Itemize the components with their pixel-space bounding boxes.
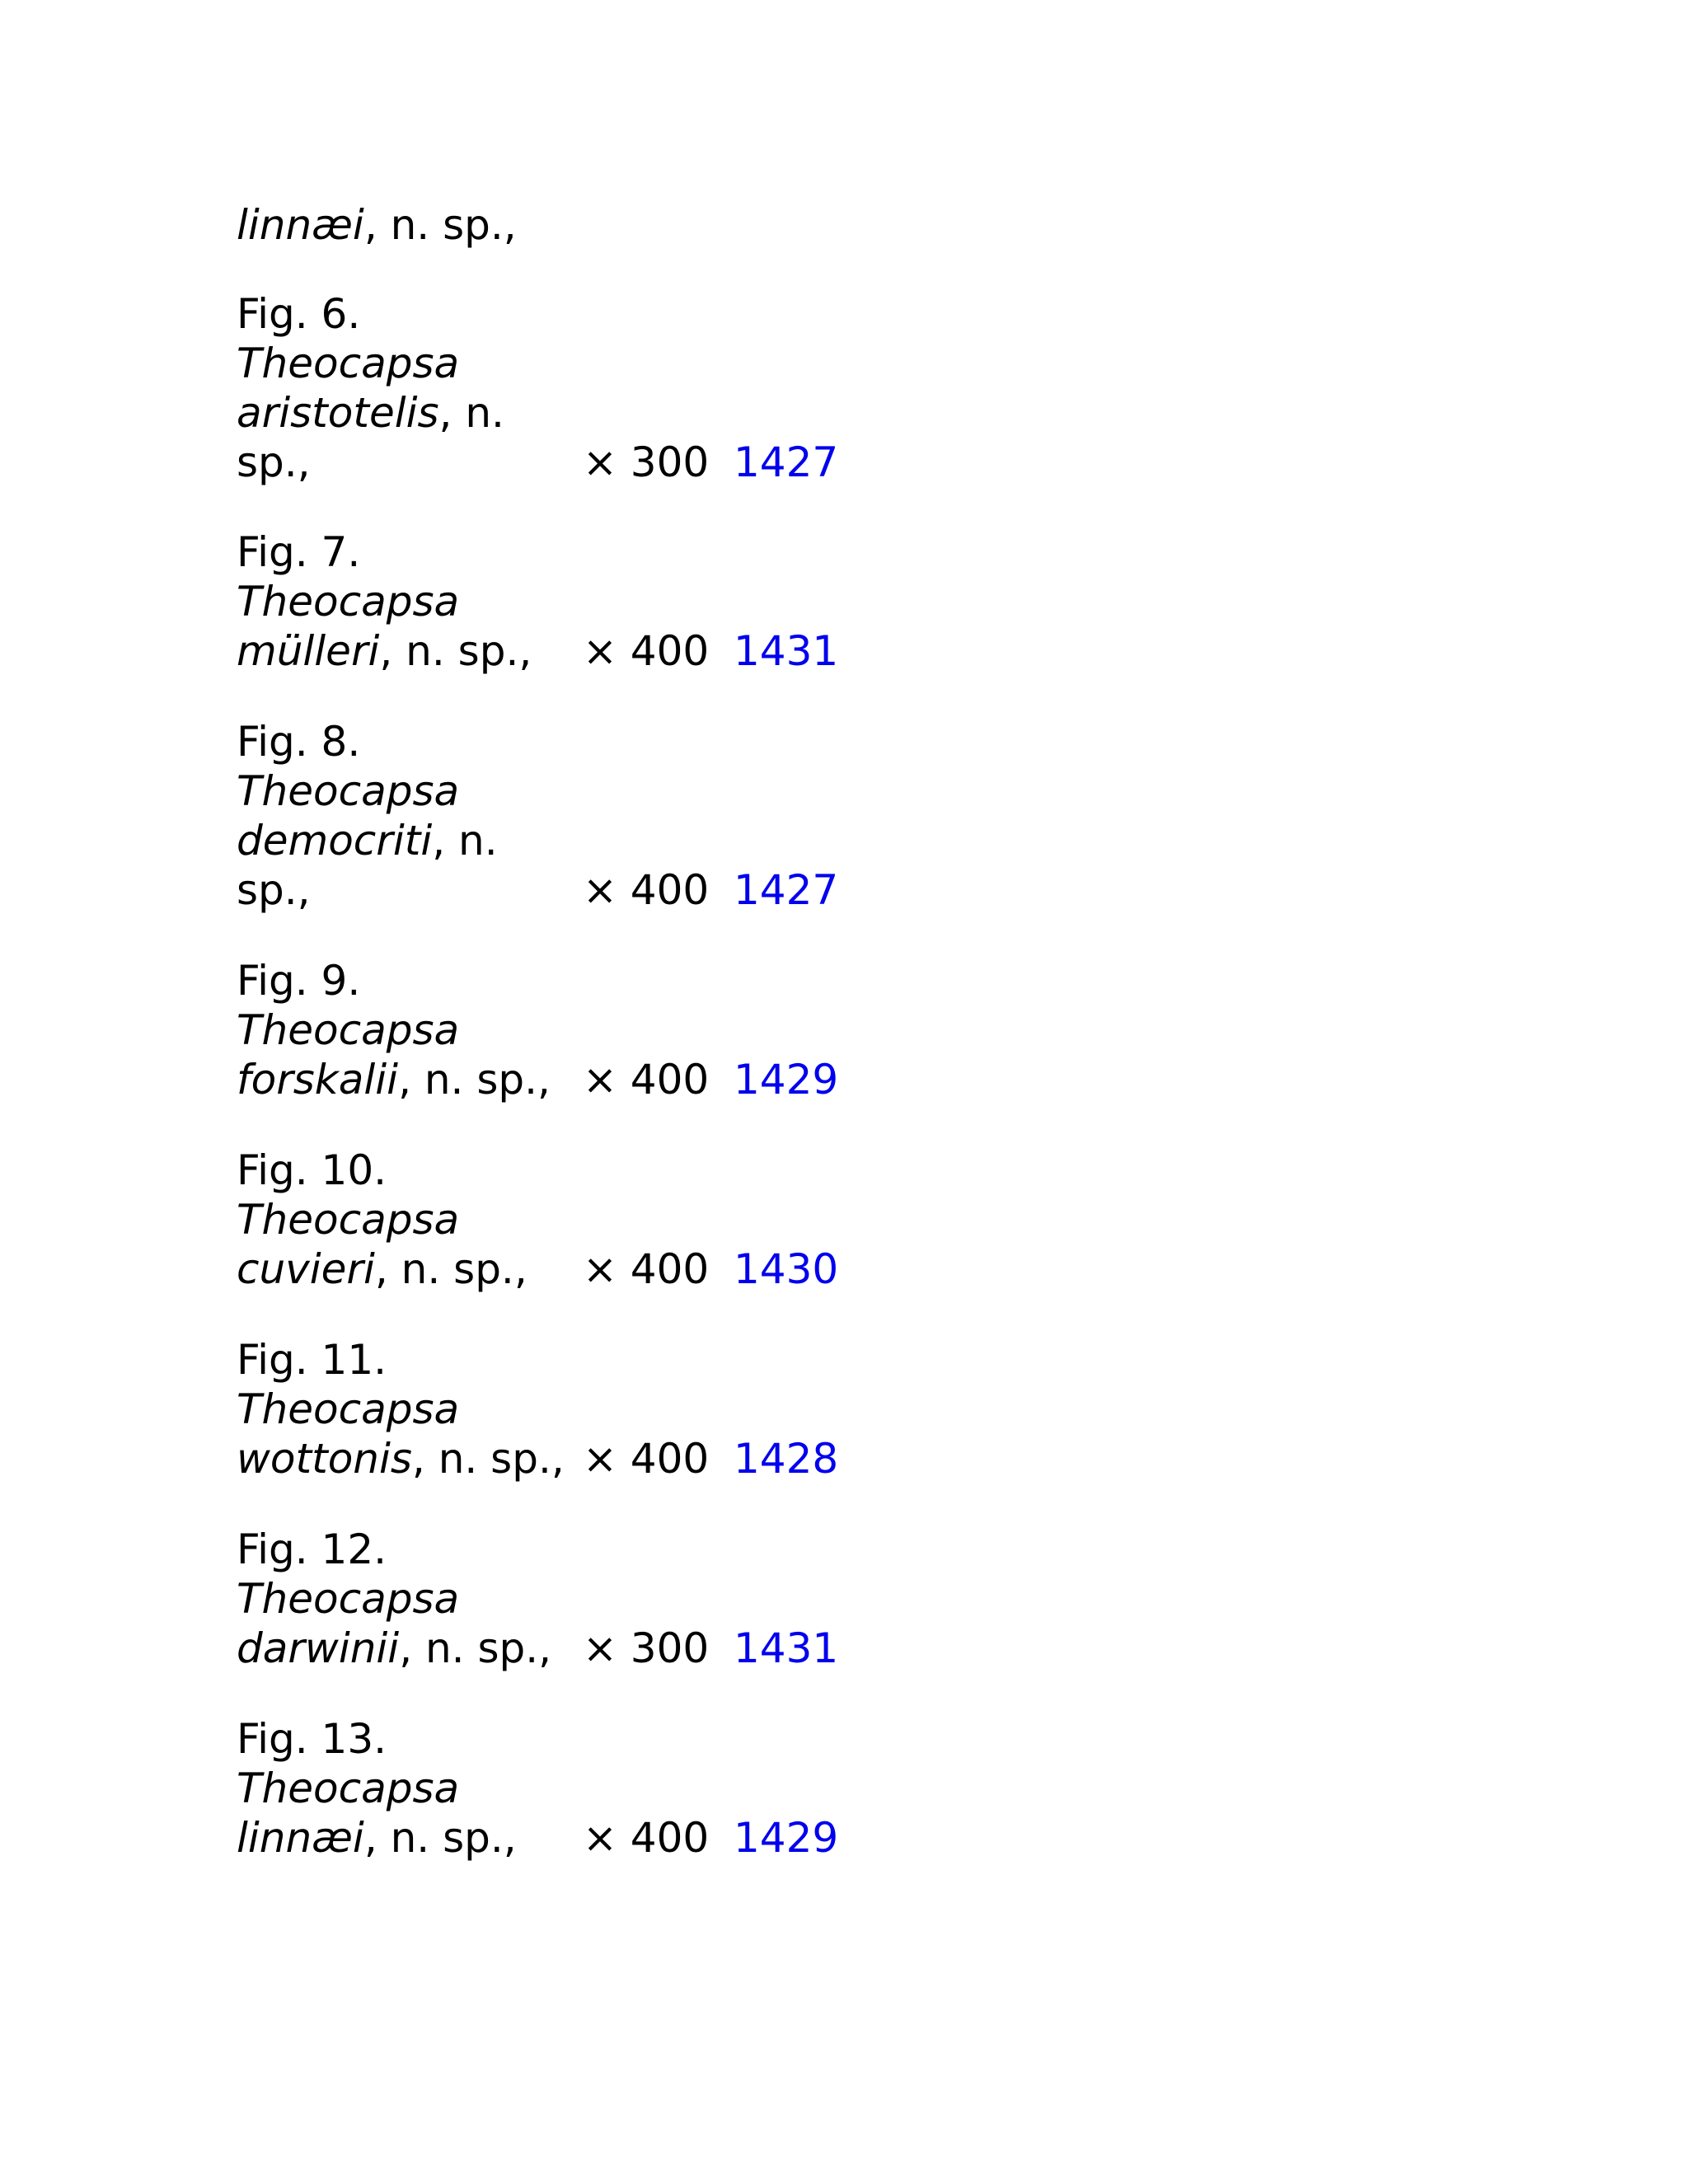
entry-fig-11 xyxy=(237,1335,863,1483)
fig-label: Fig. 11. xyxy=(237,1336,387,1384)
fig-label: Fig. 10. xyxy=(237,1146,387,1194)
fig-label: Fig. 13. xyxy=(237,1715,387,1763)
species-suffix: , n. sp., xyxy=(398,1056,551,1104)
entry-name-line xyxy=(237,816,863,865)
entry-fig-7 xyxy=(237,527,863,676)
species-name: forskalii xyxy=(237,1056,399,1104)
page-link[interactable]: 1427 xyxy=(734,866,839,914)
species-suffix: , n. sp., xyxy=(411,1435,565,1483)
genus-text: Theocapsa xyxy=(237,1196,460,1244)
fig-label: Fig. 12. xyxy=(237,1526,387,1573)
species-name: linnæi xyxy=(237,1814,364,1862)
entry-name-line xyxy=(237,626,863,676)
genus-name xyxy=(237,1005,863,1055)
fig-label: Fig. 7. xyxy=(237,528,361,576)
page-link[interactable]: 1430 xyxy=(734,1245,839,1293)
entry-name-line xyxy=(237,1813,863,1863)
magnification: × 400 xyxy=(583,1435,710,1483)
entry-detail-line xyxy=(237,438,863,487)
species-suffix-cont: sp., xyxy=(237,866,311,914)
genus-name xyxy=(237,1574,863,1624)
species-suffix: , n. sp., xyxy=(379,627,532,675)
species-suffix: , n. sp., xyxy=(363,1814,517,1862)
entry-name-line xyxy=(237,1055,863,1104)
entry-name-line xyxy=(237,1624,863,1673)
species-name: wottonis xyxy=(237,1435,412,1483)
species-suffix: , n. sp., xyxy=(399,1624,552,1672)
entry-fig-10 xyxy=(237,1146,863,1294)
genus-name xyxy=(237,1764,863,1813)
fig-label: Fig. 8. xyxy=(237,718,361,766)
magnification: × 300 xyxy=(583,438,710,486)
entry-name-line xyxy=(237,388,863,438)
page-link[interactable]: 1431 xyxy=(734,627,839,675)
genus-name xyxy=(237,577,863,626)
entry-fig-9 xyxy=(237,956,863,1104)
species-suffix: , n. xyxy=(438,389,504,437)
page-link[interactable]: 1429 xyxy=(734,1814,839,1862)
species-suffix: , n. sp., xyxy=(374,1245,528,1293)
entry-name-line xyxy=(237,200,863,250)
magnification: × 400 xyxy=(583,866,710,914)
magnification: × 400 xyxy=(583,627,710,675)
genus-text: Theocapsa xyxy=(237,578,460,626)
page-link[interactable]: 1428 xyxy=(734,1435,839,1483)
page-link[interactable]: 1427 xyxy=(734,438,839,486)
magnification: × 300 xyxy=(583,1624,710,1672)
genus-text: Theocapsa xyxy=(237,1006,460,1054)
page-link[interactable]: 1431 xyxy=(734,1624,839,1672)
fig-label: Fig. 6. xyxy=(237,290,361,338)
entry-name-line xyxy=(237,1434,863,1483)
entry-fig-12 xyxy=(237,1525,863,1673)
genus-name xyxy=(237,1195,863,1244)
species-name: mülleri xyxy=(237,627,380,675)
species-name: cuvieri xyxy=(237,1245,375,1293)
genus-name xyxy=(237,766,863,816)
genus-name xyxy=(237,339,863,388)
species-name: darwinii xyxy=(237,1624,400,1672)
species-suffix: , n. sp., xyxy=(363,201,517,249)
genus-text: Theocapsa xyxy=(237,340,460,387)
genus-text: Theocapsa xyxy=(237,767,460,815)
genus-text: Theocapsa xyxy=(237,1765,460,1812)
genus-name xyxy=(237,1385,863,1434)
entry-fig-13 xyxy=(237,1714,863,1863)
entry-fig-6 xyxy=(237,289,863,487)
entry-detail-line xyxy=(237,865,863,915)
species-suffix-cont: sp., xyxy=(237,438,311,486)
species-name: linnæi xyxy=(237,201,364,249)
magnification: × 400 xyxy=(583,1814,710,1862)
genus-text: Theocapsa xyxy=(237,1385,460,1433)
fig-label: Fig. 9. xyxy=(237,957,361,1005)
entry-continuation xyxy=(237,200,863,250)
entry-name-line xyxy=(237,1244,863,1294)
magnification: × 400 xyxy=(583,1056,710,1104)
species-name: aristotelis xyxy=(237,389,439,437)
genus-text: Theocapsa xyxy=(237,1575,460,1623)
magnification: × 400 xyxy=(583,1245,710,1293)
species-suffix: , n. xyxy=(432,817,498,865)
species-name: democriti xyxy=(237,817,433,865)
page-link[interactable]: 1429 xyxy=(734,1056,839,1104)
entry-fig-8 xyxy=(237,717,863,915)
